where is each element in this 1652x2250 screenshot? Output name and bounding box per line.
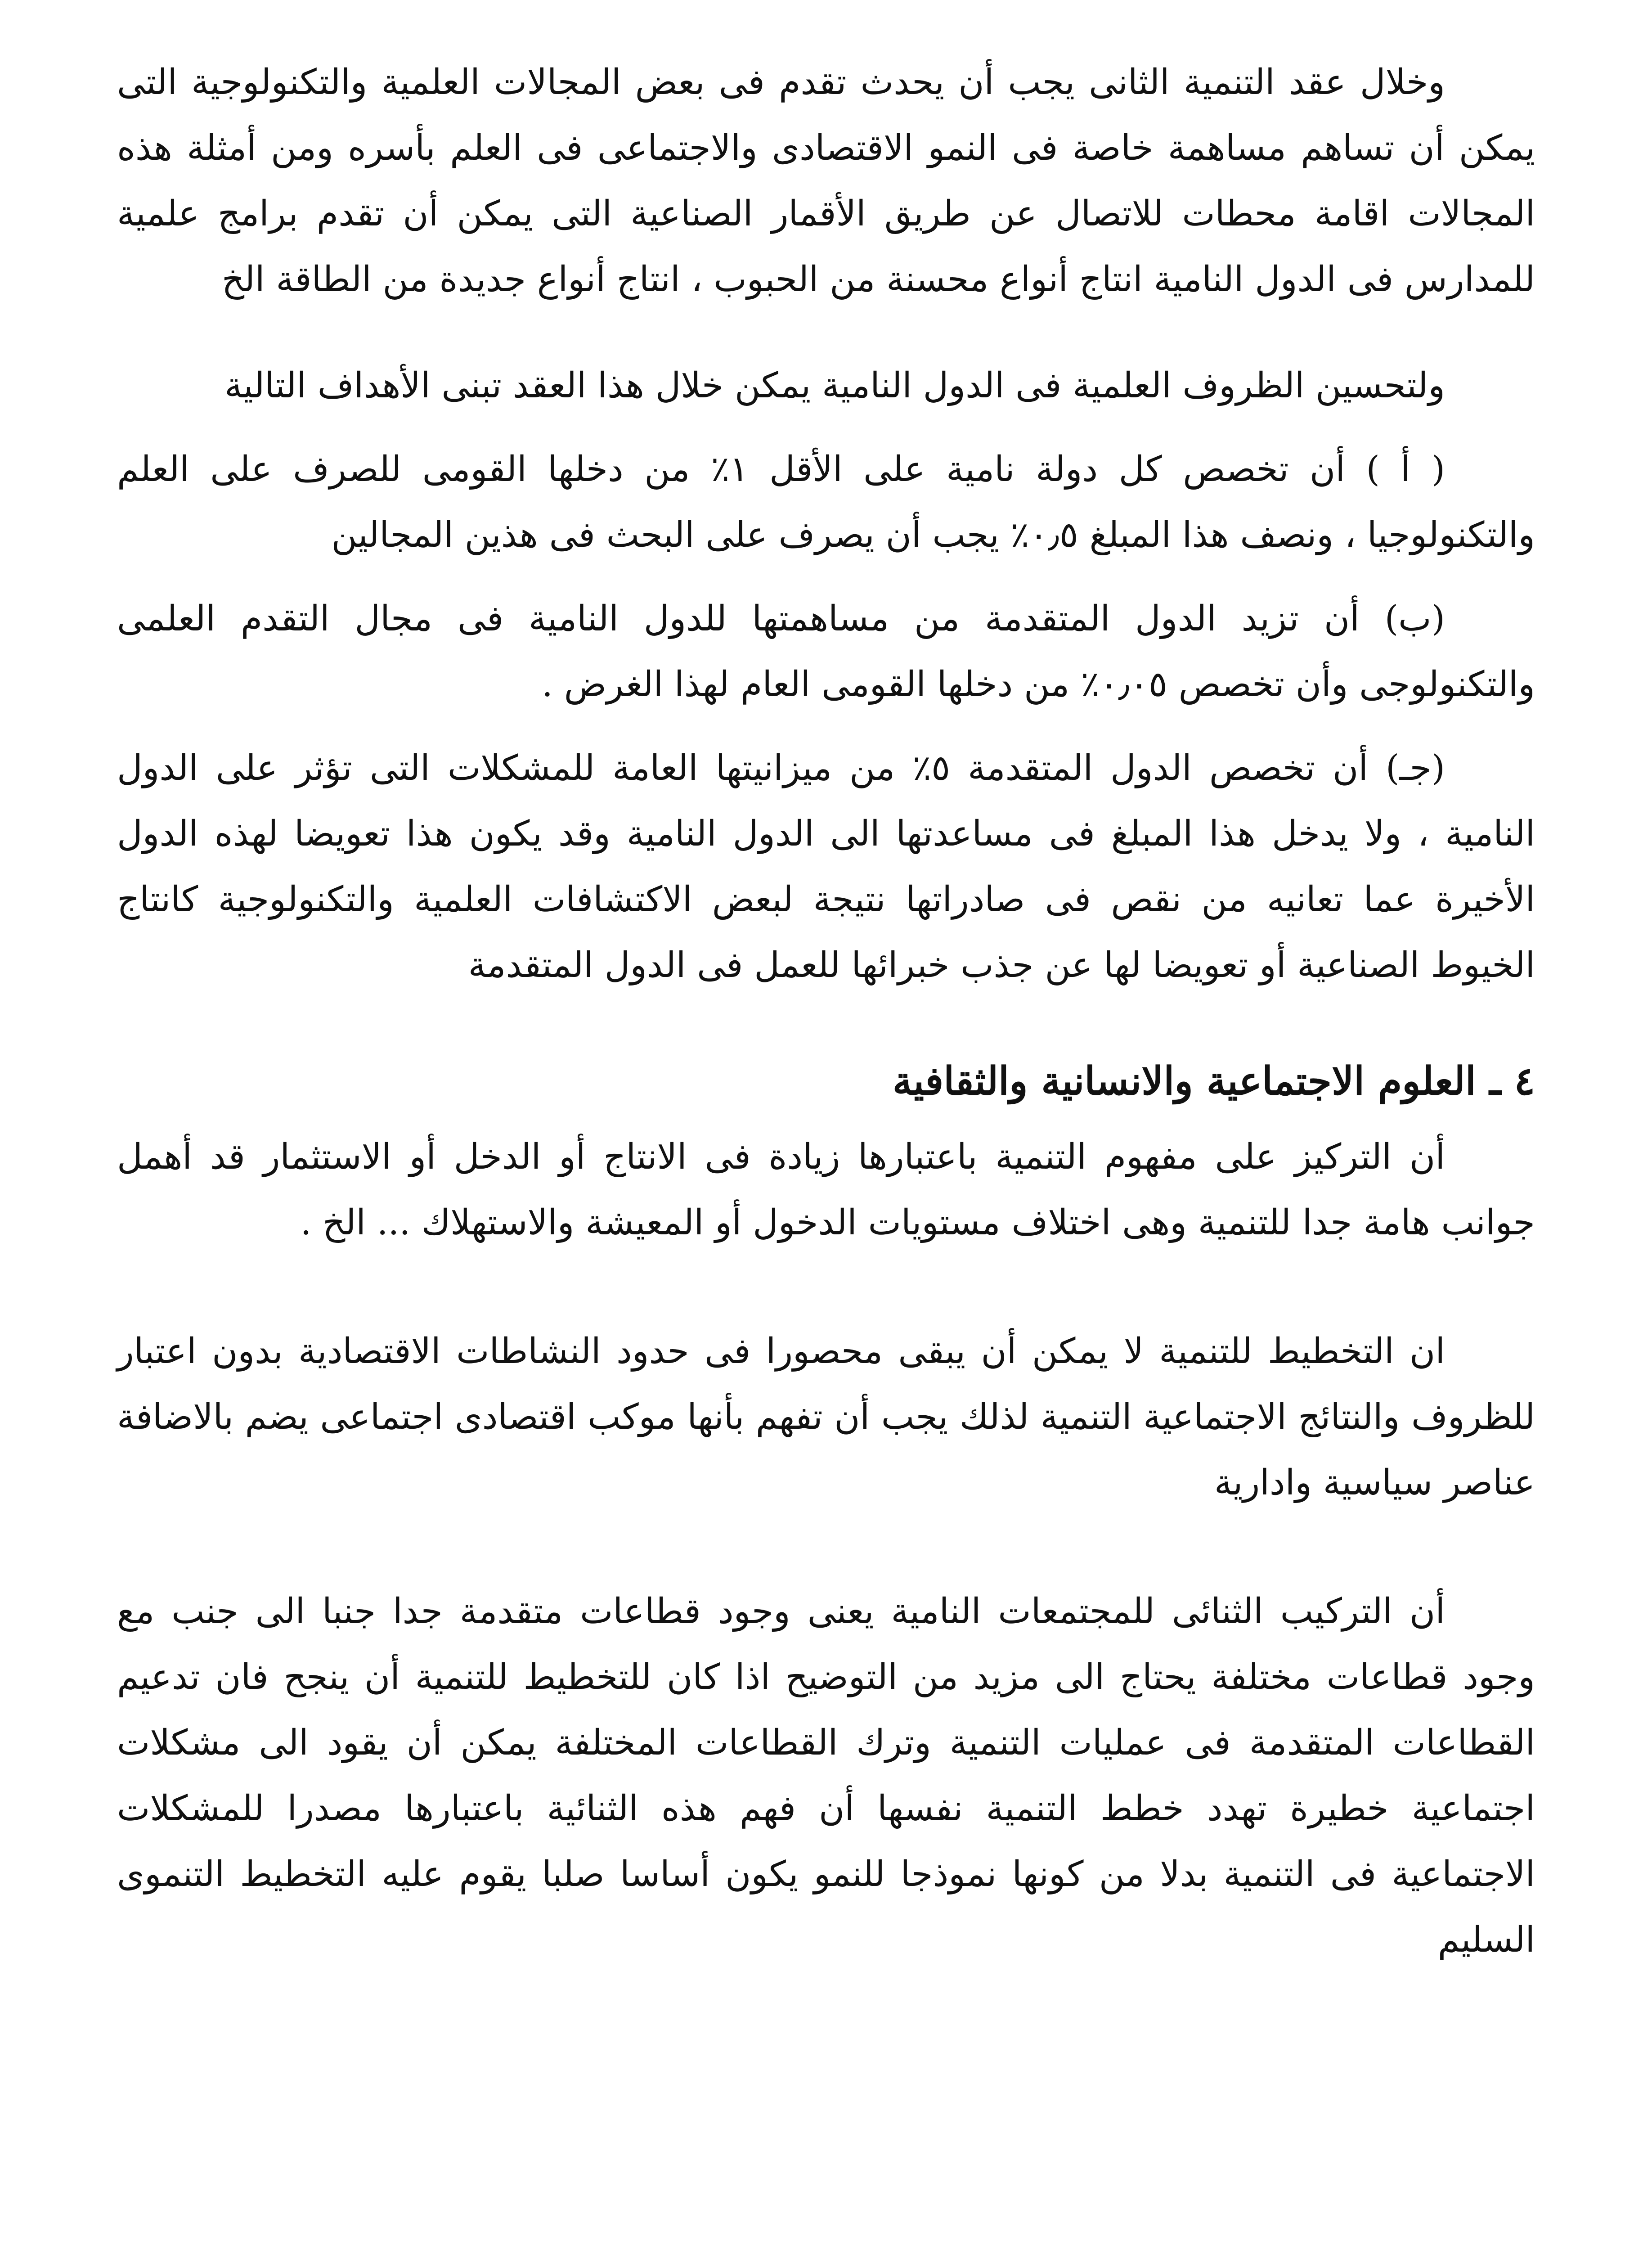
paragraph-development-planning: ان التخطيط للتنمية لا يمكن أن يبقى محصورا فى حدود النشاطات الاقتصادية بدون اعتبار للظروف والنتائج الاجتماعية التنمية لذلك يجب أن تفهم بأنها موكب اقتصادى اجتماعى يضم بالاضافة عناصر سياسية وادارية	[117, 1331, 1535, 1503]
paragraph-goal-c: (جـ) أن تخصص الدول المتقدمة ٥٪ من ميزانيتها العامة للمشكلات التى تؤثر على الدول النامية ، ولا يدخل هذا المبلغ فى مساعدتها الى الدول النامية وقد يكون هذا تعويضا لهذه الدول الأخيرة عما تعانيه من نقص فى صادراتها نتيجة لبعض الاكتشافات العلمية والتكنولوجية كانتاج الخيوط الصناعية أو تعويضا لها عن جذب خبرائها للعمل فى الدول المتقدمة	[117, 748, 1535, 986]
section-heading: ٤ ـ العلوم الاجتماعية والانسانية والثقافية	[893, 1058, 1535, 1104]
paragraph-goal-a: ( أ ) أن تخصص كل دولة نامية على الأقل ١٪ من دخلها القومى للصرف على العلم والتكنولوجيا ، ونصف هذا المبلغ ٠٫٥٪ يجب أن يصرف على البحث فى هذين المجالين	[117, 449, 1535, 555]
paragraph-dual-structure: أن التركيب الثنائى للمجتمعات النامية يعنى وجود قطاعات متقدمة جدا جنبا الى جنب مع وجود قطاعات مختلفة يحتاج الى مزيد من التوضيح اذا كان للتخطيط للتنمية أن ينجح فان تدعيم القطاعات المتقدمة فى عمليات التنمية وترك القطاعات المختلفة يمكن أن يقود الى مشكلات اجتماعية خطيرة تهدد خطط التنمية نفسها أن فهم هذه الثنائية باعتبارها مصدرا للمشكلات الاجتماعية فى التنمية بدلا من كونها نموذجا للنمو يكون أساسا صلبا يقوم عليه التخطيط التنموى السليم	[117, 1591, 1535, 1960]
paragraph-goal-b: (ب) أن تزيد الدول المتقدمة من مساهمتها للدول النامية فى مجال التقدم العلمى والتكنولوجى وأن تخصص ٠٫٠٥٪ من دخلها القومى العام لهذا الغرض .	[117, 598, 1535, 705]
paragraph-improving-scientific-conditions: ولتحسين الظروف العلمية فى الدول النامية يمكن خلال هذا العقد تبنى الأهداف التالية	[224, 365, 1445, 406]
paragraph-development-concept: أن التركيز على مفهوم التنمية باعتبارها زيادة فى الانتاج أو الدخل أو الاستثمار قد أهمل جوانب هامة جدا للتنمية وهى اختلاف مستويات الدخول أو المعيشة والاستهلاك ... الخ .	[117, 1137, 1535, 1243]
paragraph-second-development-decade: وخلال عقد التنمية الثانى يجب أن يحدث تقدم فى بعض المجالات العلمية والتكنولوجية التى يمكن أن تساهم مساهمة خاصة فى النمو الاقتصادى والاجتماعى فى العلم بأسره ومن أمثلة هذه المجالات اقامة محطات للاتصال عن طريق الأقمار الصناعية التى يمكن أن تقدم برامج علمية للمدارس فى الدول النامية انتاج أنواع محسنة من الحبوب ، انتاج أنواع جديدة من الطاقة الخ	[117, 62, 1535, 300]
